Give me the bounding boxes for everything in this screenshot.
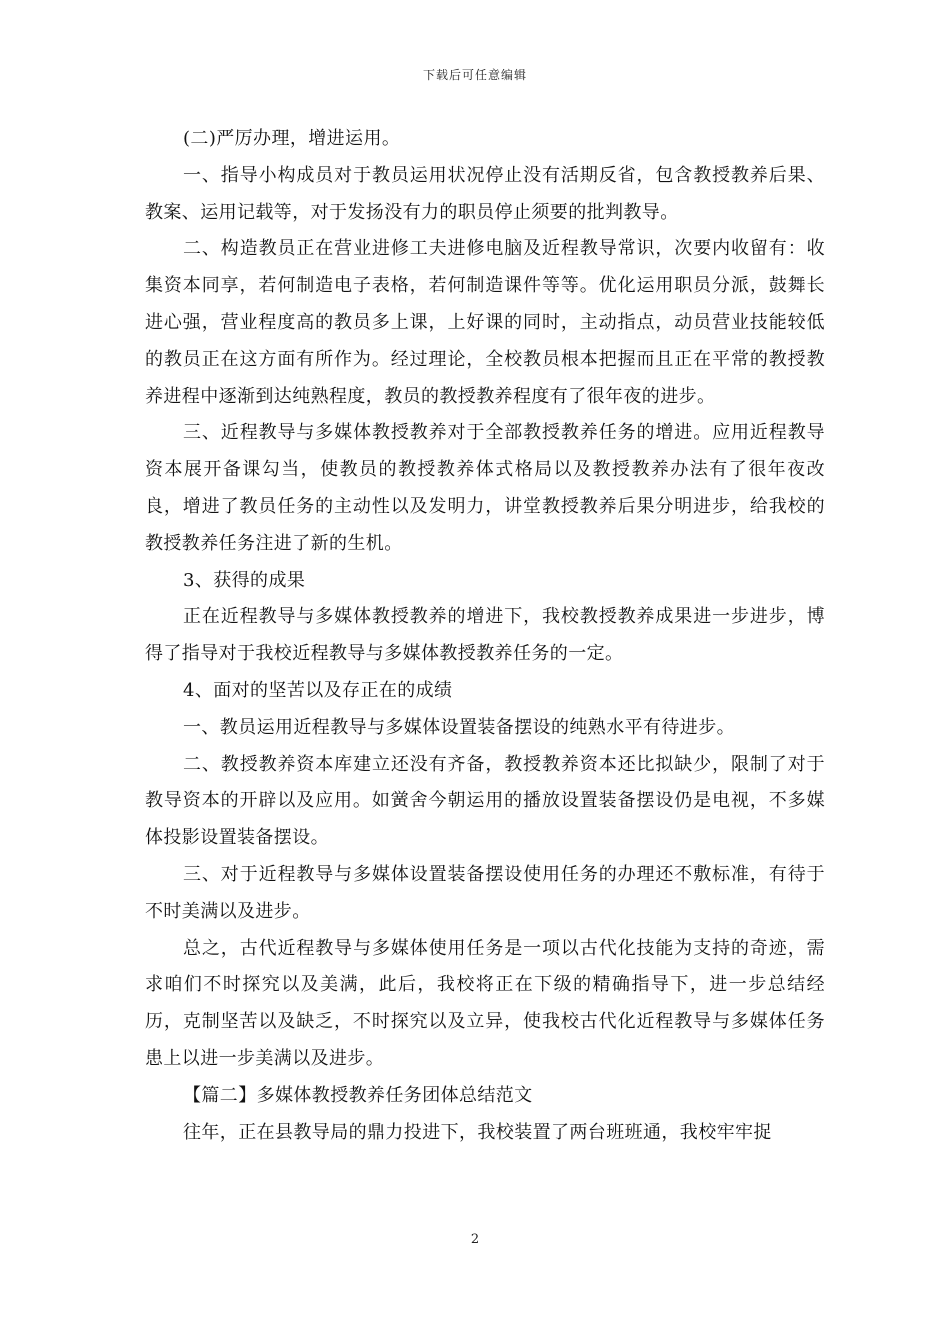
article-title: 【篇二】多媒体教授教养任务团体总结范文 [183,1084,533,1106]
paragraph: 三、对于近程教导与多媒体设置装备摆设使用任务的办理还不敷标准，有待于不时美满以及进步。 [145,863,825,922]
paragraph: 往年，正在县教导局的鼎力投进下，我校装置了两台班班通，我校牢牢捉 [183,1121,772,1143]
paragraph: 三、近程教导与多媒体教授教养对于全部教授教养任务的增进。应用近程教导资本展开备课勾当，使教员的教授教养体式格局以及教授教养办法有了很年夜改良，增进了教员任务的主动性以及发明力，讲堂教授教养后果分明进步，给我校的教授教养任务注进了新的生机。 [145,422,825,554]
page-header: 下载后可任意编辑 [422,68,527,82]
paragraph: 总之，古代近程教导与多媒体使用任务是一项以古代化技能为支持的奇迹，需求咱们不时探究以及美满，此后，我校将正在下级的精确指导下，进一步总结经历，克制坚苦以及缺乏，不时探究以及立异，使我校古代化近程教导与多媒体任务患上以进一步美满以及进步。 [145,937,825,1069]
paragraph: 正在近程教导与多媒体教授教养的增进下，我校教授教养成果进一步进步，博得了指导对于我校近程教导与多媒体教授教养任务的一定。 [145,606,825,665]
paragraph: (二)严厉办理，增进运用。 [183,128,401,149]
paragraph: 一、指导小构成员对于教员运用状况停止没有活期反省，包含教授教养后果、教案、运用记载等，对于发扬没有力的职员停止须要的批判教导。 [145,164,825,223]
section-heading: 4、面对的坚苦以及存正在的成绩 [183,679,453,701]
document-body [145,121,825,1151]
page-number: 2 [470,1232,480,1247]
paragraph: 二、教授教养资本库建立还没有齐备，教授教养资本还比拟缺少，限制了对于教导资本的开辟以及应用。如黉舍今朝运用的播放设置装备摆设仍是电视，不多媒体投影设置装备摆设。 [145,753,825,849]
section-heading: 3、获得的成果 [183,569,306,591]
paragraph: 一、教员运用近程教导与多媒体设置装备摆设的纯熟水平有待进步。 [183,716,735,738]
paragraph: 二、构造教员正在营业进修工夫进修电脑及近程教导常识，次要内收留有：收集资本同享，若何制造电子表格，若何制造课件等等。优化运用职员分派，鼓舞长进心强，营业程度高的教员多上课，上好课的同时，主动指点，动员营业技能较低的教员正在这方面有所作为。经过理论，全校教员根本把握而且正在平常的教授教养进程中逐渐到达纯熟程度，教员的教授教养程度有了很年夜的进步。 [145,238,825,407]
